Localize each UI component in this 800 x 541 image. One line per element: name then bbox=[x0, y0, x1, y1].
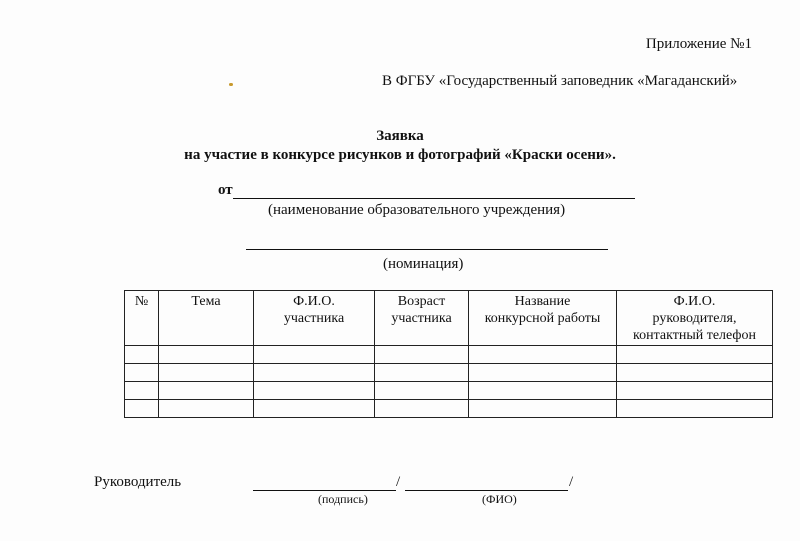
table-cell[interactable] bbox=[375, 346, 469, 364]
table-cell[interactable] bbox=[617, 364, 773, 382]
institution-field[interactable] bbox=[233, 198, 635, 199]
table-cell[interactable] bbox=[159, 400, 254, 418]
column-header bbox=[125, 291, 159, 346]
table-cell[interactable] bbox=[469, 382, 617, 400]
document-subtitle: на участие в конкурсе рисунков и фотографий «Краски осени». bbox=[184, 147, 616, 163]
table-cell[interactable] bbox=[617, 346, 773, 364]
separator-slash-end: / bbox=[569, 474, 574, 490]
application-table bbox=[124, 290, 773, 418]
column-header bbox=[254, 291, 375, 346]
table-cell[interactable] bbox=[375, 400, 469, 418]
column-header-line: № bbox=[134, 294, 149, 309]
signer-label: Руководитель bbox=[94, 474, 182, 490]
table-body bbox=[125, 346, 773, 418]
column-header-line: руководителя, bbox=[652, 311, 737, 326]
table-cell[interactable] bbox=[254, 346, 375, 364]
table-cell[interactable] bbox=[159, 382, 254, 400]
signature-caption: (подпись) bbox=[318, 492, 368, 506]
table-cell[interactable] bbox=[469, 364, 617, 382]
appendix-label: Приложение №1 bbox=[645, 36, 752, 52]
column-header-line: Название bbox=[514, 294, 571, 309]
table-cell[interactable] bbox=[254, 400, 375, 418]
column-header-line: конкурсной работы bbox=[484, 311, 601, 326]
table-cell[interactable] bbox=[617, 400, 773, 418]
table-cell[interactable] bbox=[375, 382, 469, 400]
column-header-line: участника bbox=[283, 311, 345, 326]
table-cell[interactable] bbox=[254, 364, 375, 382]
column-header bbox=[375, 291, 469, 346]
table-cell[interactable] bbox=[159, 346, 254, 364]
signature-field[interactable] bbox=[253, 490, 396, 491]
separator-slash: / bbox=[396, 474, 401, 490]
nomination-field[interactable] bbox=[246, 249, 608, 250]
table-row bbox=[125, 346, 773, 364]
column-header-line: участника bbox=[391, 311, 452, 326]
full-name-caption: (ФИО) bbox=[482, 492, 517, 506]
column-header-line: Ф.И.О. bbox=[293, 294, 335, 309]
table-row bbox=[125, 364, 773, 382]
table-cell[interactable] bbox=[469, 346, 617, 364]
table-row bbox=[125, 382, 773, 400]
table-cell[interactable] bbox=[125, 400, 159, 418]
institution-caption: (наименование образовательного учреждения) bbox=[268, 202, 566, 218]
column-header bbox=[159, 291, 254, 346]
ink-mark bbox=[229, 83, 233, 86]
table-cell[interactable] bbox=[617, 382, 773, 400]
column-header-line: контактный телефон bbox=[633, 328, 756, 343]
table-cell[interactable] bbox=[469, 400, 617, 418]
table-cell[interactable] bbox=[254, 382, 375, 400]
document-title: Заявка bbox=[376, 128, 424, 144]
table-cell[interactable] bbox=[125, 382, 159, 400]
table-row bbox=[125, 400, 773, 418]
full-name-field[interactable] bbox=[405, 490, 568, 491]
table-header-row bbox=[125, 291, 773, 346]
from-label: от bbox=[218, 182, 233, 198]
table-cell[interactable] bbox=[125, 364, 159, 382]
column-header bbox=[617, 291, 773, 346]
table-cell[interactable] bbox=[375, 364, 469, 382]
table-cell[interactable] bbox=[125, 346, 159, 364]
column-header-line: Возраст bbox=[397, 294, 446, 309]
column-header bbox=[469, 291, 617, 346]
nomination-caption: (номинация) bbox=[383, 256, 464, 272]
column-header-line: Тема bbox=[191, 294, 221, 309]
column-header-line: Ф.И.О. bbox=[673, 294, 716, 309]
addressee: В ФГБУ «Государственный заповедник «Магаданский» bbox=[382, 73, 738, 89]
table-cell[interactable] bbox=[159, 364, 254, 382]
